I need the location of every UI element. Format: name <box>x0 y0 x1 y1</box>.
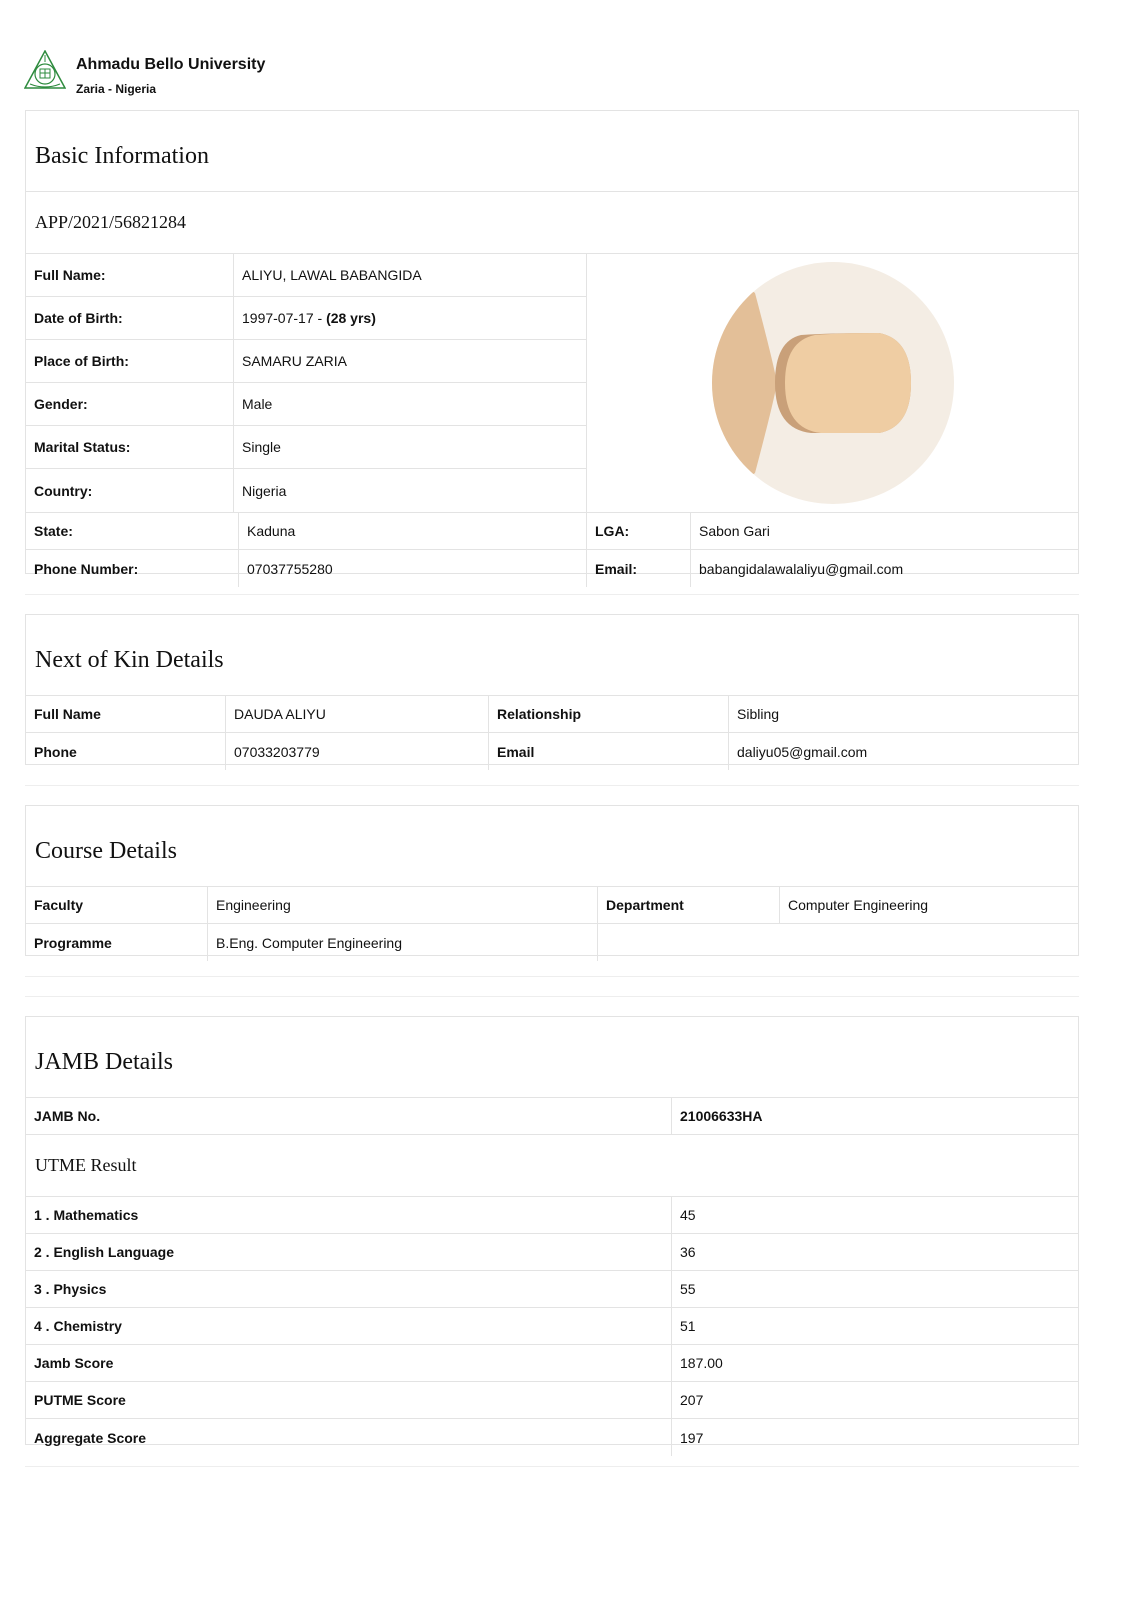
university-logo <box>24 50 66 90</box>
table-row <box>26 733 1078 770</box>
table-row <box>26 1308 1078 1345</box>
kin-name-label: Full Name <box>26 696 226 732</box>
table-row <box>26 1419 1078 1456</box>
dob-value: 1997-07-17 - <box>242 310 327 326</box>
faculty-label: Faculty <box>26 887 208 923</box>
subject-score: 51 <box>680 1318 696 1334</box>
department-value: Computer Engineering <box>788 897 929 913</box>
basic-info-title: Basic Information <box>26 111 1078 192</box>
divider <box>25 594 1079 595</box>
subject-score: 36 <box>680 1244 696 1260</box>
utme-result-title: UTME Result <box>26 1135 1078 1197</box>
table-row <box>26 426 586 469</box>
table-row <box>26 254 586 297</box>
email-label: Email: <box>587 550 691 587</box>
next-of-kin-title: Next of Kin Details <box>26 615 1078 696</box>
jamb-no-value: 21006633HA <box>680 1108 763 1124</box>
university-location: Zaria - Nigeria <box>76 82 157 96</box>
table-row <box>26 469 586 512</box>
kin-relationship-label: Relationship <box>489 696 729 732</box>
marital-status-value: Single <box>242 439 281 455</box>
subject-label: 2 . English Language <box>26 1234 672 1270</box>
aggregate-score-value: 197 <box>680 1429 704 1446</box>
department-label: Department <box>598 887 780 923</box>
next-of-kin-card <box>25 614 1079 765</box>
aggregate-score-label: Aggregate Score <box>26 1419 672 1456</box>
marital-status-label: Marital Status: <box>26 426 234 468</box>
course-details-title: Course Details <box>26 806 1078 887</box>
programme-value: B.Eng. Computer Engineering <box>208 924 598 961</box>
divider <box>25 976 1079 977</box>
table-row <box>26 1345 1078 1382</box>
kin-email-value: daliyu05@gmail.com <box>737 743 868 760</box>
table-row <box>26 550 1078 587</box>
passport-photo <box>711 261 955 505</box>
divider <box>25 1466 1079 1467</box>
putme-score-label: PUTME Score <box>26 1382 672 1418</box>
place-of-birth-value: SAMARU ZARIA <box>242 353 348 369</box>
passport-photo-cell <box>587 254 1078 512</box>
table-row <box>26 513 1078 550</box>
country-label: Country: <box>26 469 234 512</box>
application-number: APP/2021/56821284 <box>26 192 1078 254</box>
table-row <box>26 924 1078 961</box>
subject-label: 4 . Chemistry <box>26 1308 672 1344</box>
table-row <box>26 887 1078 924</box>
jamb-details-title: JAMB Details <box>26 1017 1078 1098</box>
table-row <box>26 297 586 340</box>
state-value: Kaduna <box>239 513 587 549</box>
lga-value: Sabon Gari <box>699 523 770 539</box>
table-row <box>26 1098 1078 1135</box>
state-label: State: <box>26 513 239 549</box>
subject-score: 45 <box>680 1207 696 1223</box>
table-row <box>26 1234 1078 1271</box>
kin-name-value: DAUDA ALIYU <box>226 696 489 732</box>
table-row <box>26 1197 1078 1234</box>
basic-info-card <box>25 110 1079 577</box>
email-value: babangidalawalaliyu@gmail.com <box>699 560 904 577</box>
full-name-value: ALIYU, LAWAL BABANGIDA <box>242 267 422 283</box>
dob-cell <box>234 297 586 339</box>
jamb-score-value: 187.00 <box>680 1355 723 1371</box>
jamb-score-label: Jamb Score <box>26 1345 672 1381</box>
kin-phone-label: Phone <box>26 733 226 770</box>
kin-phone-value: 07033203779 <box>226 733 489 770</box>
place-of-birth-label: Place of Birth: <box>26 340 234 382</box>
dob-label: Date of Birth: <box>26 297 234 339</box>
empty-cell <box>598 924 1078 961</box>
phone-value: 07037755280 <box>239 550 587 587</box>
jamb-details-card <box>25 1016 1079 1445</box>
table-row <box>26 1271 1078 1308</box>
country-value: Nigeria <box>242 482 287 499</box>
basic-info-table <box>26 254 1078 513</box>
gender-label: Gender: <box>26 383 234 425</box>
age-value: (28 yrs) <box>326 310 376 326</box>
subject-label: 3 . Physics <box>26 1271 672 1307</box>
table-row <box>26 383 586 426</box>
lga-label: LGA: <box>587 513 691 549</box>
divider <box>25 996 1079 997</box>
university-name: Ahmadu Bello University <box>76 56 266 73</box>
subject-label: 1 . Mathematics <box>26 1197 672 1233</box>
table-row <box>26 340 586 383</box>
putme-score-value: 207 <box>680 1392 704 1408</box>
kin-email-label: Email <box>489 733 729 770</box>
gender-value: Male <box>242 396 273 412</box>
faculty-value: Engineering <box>208 887 598 923</box>
subject-score: 55 <box>680 1281 696 1297</box>
table-row <box>26 696 1078 733</box>
kin-relationship-value: Sibling <box>737 706 780 722</box>
divider <box>25 785 1079 786</box>
table-row <box>26 1382 1078 1419</box>
programme-label: Programme <box>26 924 208 961</box>
course-details-card <box>25 805 1079 956</box>
phone-label: Phone Number: <box>26 550 239 587</box>
full-name-label: Full Name: <box>26 254 234 296</box>
jamb-no-label: JAMB No. <box>26 1098 672 1134</box>
